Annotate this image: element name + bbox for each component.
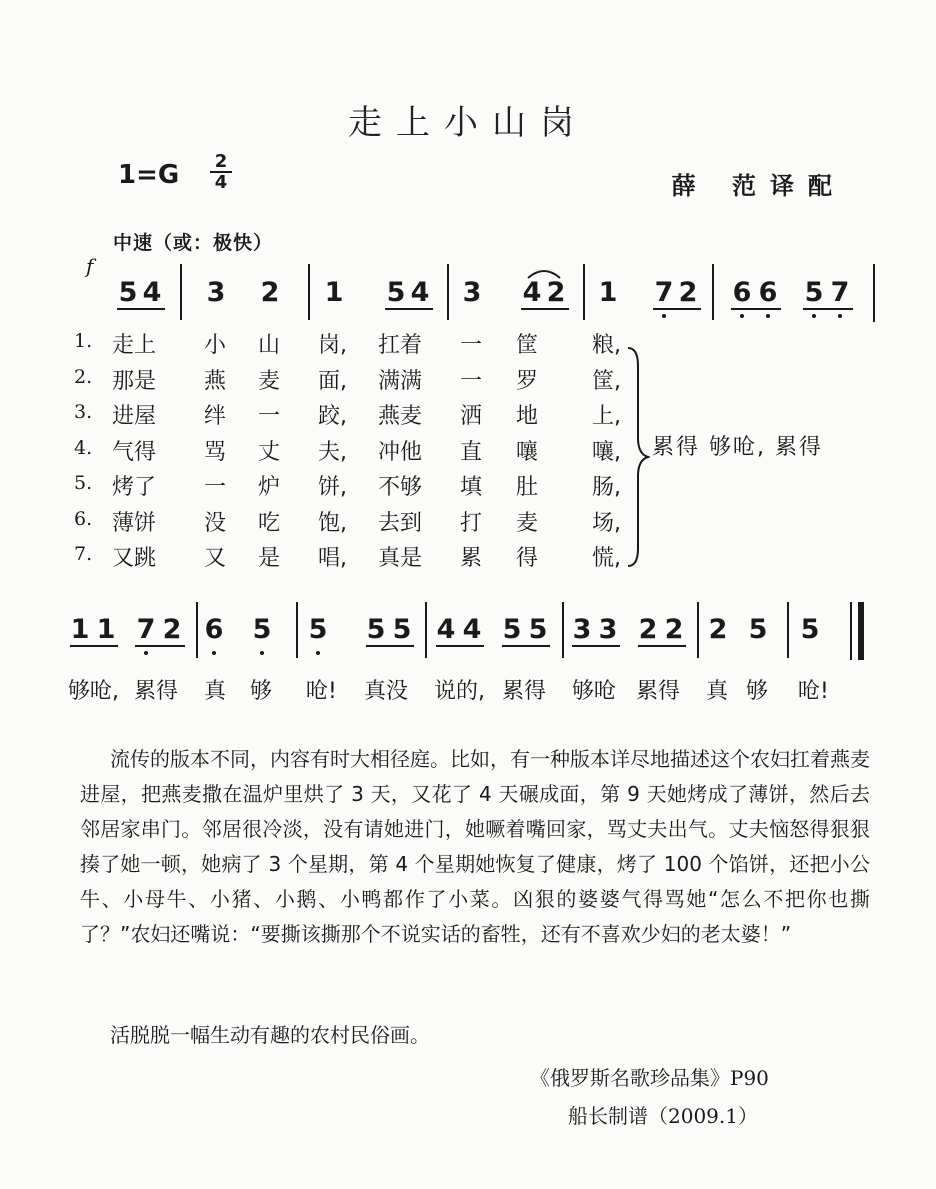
verse-lyric: 不够 bbox=[378, 475, 423, 500]
note: 5 bbox=[308, 614, 328, 645]
verse-lyric: 又 bbox=[204, 546, 227, 571]
underline bbox=[117, 308, 165, 310]
lower-octave-dot bbox=[838, 314, 842, 318]
lyric: 够 bbox=[746, 679, 769, 704]
verse-lyric: 嚷 bbox=[516, 439, 539, 465]
verse-lyric: 唱, bbox=[318, 546, 347, 571]
note: 5 bbox=[118, 277, 138, 308]
verse-lyric: 那是 bbox=[112, 368, 157, 394]
underline bbox=[385, 308, 433, 310]
lyric: 够呛, bbox=[68, 679, 119, 704]
verse-lyric: 肚 bbox=[516, 475, 539, 500]
underline bbox=[572, 645, 620, 647]
note: 1 bbox=[96, 614, 116, 645]
lower-octave-dot bbox=[766, 314, 770, 318]
barline bbox=[873, 264, 875, 322]
note: 5 bbox=[748, 614, 768, 645]
lyric: 呛! bbox=[798, 679, 829, 704]
barline bbox=[296, 602, 298, 658]
lyric: 真没 bbox=[364, 679, 409, 704]
verse-lyric: 燕麦 bbox=[378, 404, 423, 429]
note: 7 bbox=[136, 614, 156, 645]
note: 5 bbox=[804, 277, 824, 308]
verse-lyric: 山 bbox=[258, 333, 281, 358]
underline bbox=[502, 645, 550, 647]
refrain-lyric: 累得 够呛, 累得 bbox=[652, 435, 823, 460]
note: 5 bbox=[366, 614, 386, 645]
verse-lyric: 烤了 bbox=[112, 475, 157, 500]
barline bbox=[562, 602, 564, 658]
verse-lyric: 薄饼 bbox=[112, 510, 157, 536]
key-signature: 1=G bbox=[118, 160, 180, 190]
verse-lyric: 场, bbox=[592, 510, 621, 536]
lyric: 呛! bbox=[306, 679, 337, 704]
verse-lyric: 岗, bbox=[318, 333, 347, 358]
verse-lyric: 筐 bbox=[516, 333, 539, 358]
note: 7 bbox=[830, 277, 850, 308]
underline bbox=[653, 308, 701, 310]
verse-lyric: 满满 bbox=[378, 368, 423, 394]
note: 2 bbox=[546, 277, 566, 308]
verse-lyric: 走上 bbox=[112, 333, 157, 358]
verse-lyric: 气得 bbox=[112, 439, 157, 465]
verse-number: 7. bbox=[74, 543, 93, 565]
note: 3 bbox=[462, 277, 482, 308]
time-signature bbox=[210, 152, 232, 192]
song-title: 走上小山岗 bbox=[348, 103, 588, 143]
lyric: 够呛 bbox=[572, 679, 617, 704]
note: 5 bbox=[252, 614, 272, 645]
verse-number: 4. bbox=[74, 436, 93, 459]
note: 5 bbox=[528, 614, 548, 645]
lyric: 真 bbox=[204, 679, 227, 704]
lower-octave-dot bbox=[212, 651, 216, 655]
note: 2 bbox=[708, 614, 728, 645]
verse-lyric: 真是 bbox=[378, 546, 423, 571]
verse-lyric: 上, bbox=[592, 404, 621, 429]
verse-lyric: 小 bbox=[204, 333, 227, 358]
lower-octave-dot bbox=[316, 651, 320, 655]
verse-lyric: 一 bbox=[204, 475, 227, 500]
note: 5 bbox=[800, 614, 820, 645]
verse-lyric: 又跳 bbox=[112, 546, 157, 571]
verse-number: 5. bbox=[74, 472, 93, 494]
verse-lyric: 炉 bbox=[258, 475, 281, 500]
commentary-paragraph: 流传的版本不同，内容有时大相径庭。比如，有一种版本详尽地描述这个农妇扛着燕麦进屋，把燕麦撒在温炉里烘了 3 天，又花了 4 天碾成面，第 9 天她烤成了薄饼，然后去邻居家串门。邻居很冷淡，没有请她进门，她噘着嘴回家，骂丈夫出气。丈夫恼怒得狠狠揍了她一顿，她病了 3 个星期，第 4 个星期她恢复了健康，烤了 100 个馅饼，还把小公牛、小母牛、小猪、小鹅、小鸭都作了小菜。凶狠的婆婆气得骂她“怎么不把你也撕了？”农妇还嘴说：“要撕该撕那个不说实话的畜牲，还有不喜欢少妇的老太婆！” bbox=[80, 747, 870, 946]
notation-maker: 船长制谱（2009.1） bbox=[568, 1104, 758, 1128]
verse-number: 6. bbox=[74, 507, 93, 530]
note: 6 bbox=[204, 614, 224, 645]
lyric: 累得 bbox=[636, 679, 681, 704]
verse-lyric: 填 bbox=[460, 475, 483, 500]
underline bbox=[366, 645, 414, 647]
verse-lyric: 是 bbox=[258, 546, 281, 571]
verse-lyric: 跤, bbox=[318, 404, 347, 429]
note: 3 bbox=[206, 277, 226, 308]
verse-lyric: 去到 bbox=[378, 510, 423, 536]
underline bbox=[638, 645, 686, 647]
dynamic-marking: f bbox=[86, 254, 94, 278]
barline bbox=[697, 602, 699, 658]
translator-credit: 薛 范译配 bbox=[671, 172, 846, 200]
note: 5 bbox=[386, 277, 406, 308]
barline bbox=[787, 602, 789, 658]
verse-lyric: 嚷, bbox=[592, 439, 621, 465]
lyric: 够 bbox=[250, 679, 273, 704]
barline bbox=[308, 264, 310, 320]
tempo-marking: 中速（或：极快） bbox=[113, 232, 274, 254]
note: 6 bbox=[732, 277, 752, 308]
verse-lyric: 丈 bbox=[258, 439, 281, 465]
source-citation: 《俄罗斯名歌珍品集》P90 bbox=[530, 1066, 769, 1090]
note: 2 bbox=[678, 277, 698, 308]
verse-lyric: 饼, bbox=[318, 475, 347, 500]
note: 5 bbox=[392, 614, 412, 645]
verse-lyric: 面, bbox=[318, 368, 347, 394]
note: 4 bbox=[462, 614, 482, 645]
note: 6 bbox=[758, 277, 778, 308]
verse-lyric: 得 bbox=[516, 546, 539, 571]
verse-lyric: 吃 bbox=[258, 510, 281, 536]
commentary-summary: 活脱脱一幅生动有趣的农村民俗画。 bbox=[110, 1023, 430, 1047]
lyric: 真 bbox=[706, 679, 729, 704]
note: 1 bbox=[324, 277, 344, 308]
verse-lyric: 一 bbox=[460, 368, 483, 394]
lower-octave-dot bbox=[260, 651, 264, 655]
lyric: 累得 bbox=[502, 679, 547, 704]
refrain-brace bbox=[626, 346, 650, 568]
verse-lyric: 没 bbox=[204, 510, 227, 536]
note: 4 bbox=[522, 277, 542, 308]
verse-lyric: 麦 bbox=[258, 368, 281, 394]
final-barline-thick bbox=[858, 602, 864, 660]
note: 4 bbox=[142, 277, 162, 308]
note: 3 bbox=[598, 614, 618, 645]
verse-lyric: 慌, bbox=[592, 546, 621, 571]
note: 3 bbox=[572, 614, 592, 645]
verse-lyric: 一 bbox=[258, 404, 281, 429]
underline bbox=[521, 308, 569, 310]
verse-number: 1. bbox=[74, 330, 93, 352]
lower-octave-dot bbox=[812, 314, 816, 318]
note: 2 bbox=[162, 614, 182, 645]
barline bbox=[425, 602, 427, 658]
verse-lyric: 冲他 bbox=[378, 439, 423, 465]
verse-lyric: 累 bbox=[460, 546, 483, 571]
verse-lyric: 粮, bbox=[592, 333, 621, 358]
verse-lyric: 进屋 bbox=[112, 404, 157, 429]
note: 5 bbox=[502, 614, 522, 645]
note: 1 bbox=[598, 277, 618, 308]
verse-lyric: 洒 bbox=[460, 404, 483, 429]
underline bbox=[135, 645, 185, 647]
underline bbox=[731, 308, 781, 310]
verse-number: 2. bbox=[74, 365, 93, 388]
verse-lyric: 直 bbox=[460, 439, 483, 465]
verse-lyric: 燕 bbox=[204, 368, 227, 394]
verse-lyric: 饱, bbox=[318, 510, 347, 536]
verse-lyric: 扛着 bbox=[378, 333, 423, 358]
underline bbox=[70, 645, 118, 647]
verse-lyric: 肠, bbox=[592, 475, 621, 500]
note: 4 bbox=[436, 614, 456, 645]
note: 2 bbox=[664, 614, 684, 645]
tie-arc bbox=[526, 266, 562, 280]
note: 2 bbox=[638, 614, 658, 645]
barline bbox=[583, 264, 585, 320]
verse-lyric: 打 bbox=[460, 510, 483, 536]
barline bbox=[180, 264, 182, 320]
note: 4 bbox=[410, 277, 430, 308]
underline bbox=[436, 645, 484, 647]
verse-lyric: 麦 bbox=[516, 510, 539, 536]
verse-lyric: 骂 bbox=[204, 439, 227, 465]
lower-octave-dot bbox=[740, 314, 744, 318]
time-signature-top: 2 bbox=[214, 151, 228, 172]
note: 1 bbox=[70, 614, 90, 645]
verse-lyric: 一 bbox=[460, 333, 483, 358]
time-signature-bottom: 4 bbox=[210, 171, 232, 192]
lower-octave-dot bbox=[144, 651, 148, 655]
final-barline-thin bbox=[850, 602, 852, 660]
lyric: 累得 bbox=[134, 679, 179, 704]
verse-lyric: 罗 bbox=[516, 368, 539, 394]
verse-lyric: 筐, bbox=[592, 368, 621, 394]
verse-lyric: 夫, bbox=[318, 439, 347, 465]
verse-lyric: 地 bbox=[516, 404, 539, 429]
barline bbox=[712, 264, 714, 320]
lower-octave-dot bbox=[662, 314, 666, 318]
lyric: 说的, bbox=[434, 679, 485, 704]
barline bbox=[196, 602, 198, 658]
note: 2 bbox=[260, 277, 280, 308]
verse-number: 3. bbox=[74, 401, 93, 423]
underline bbox=[803, 308, 853, 310]
note: 7 bbox=[654, 277, 674, 308]
barline bbox=[447, 264, 449, 320]
verse-lyric: 绊 bbox=[204, 404, 227, 429]
